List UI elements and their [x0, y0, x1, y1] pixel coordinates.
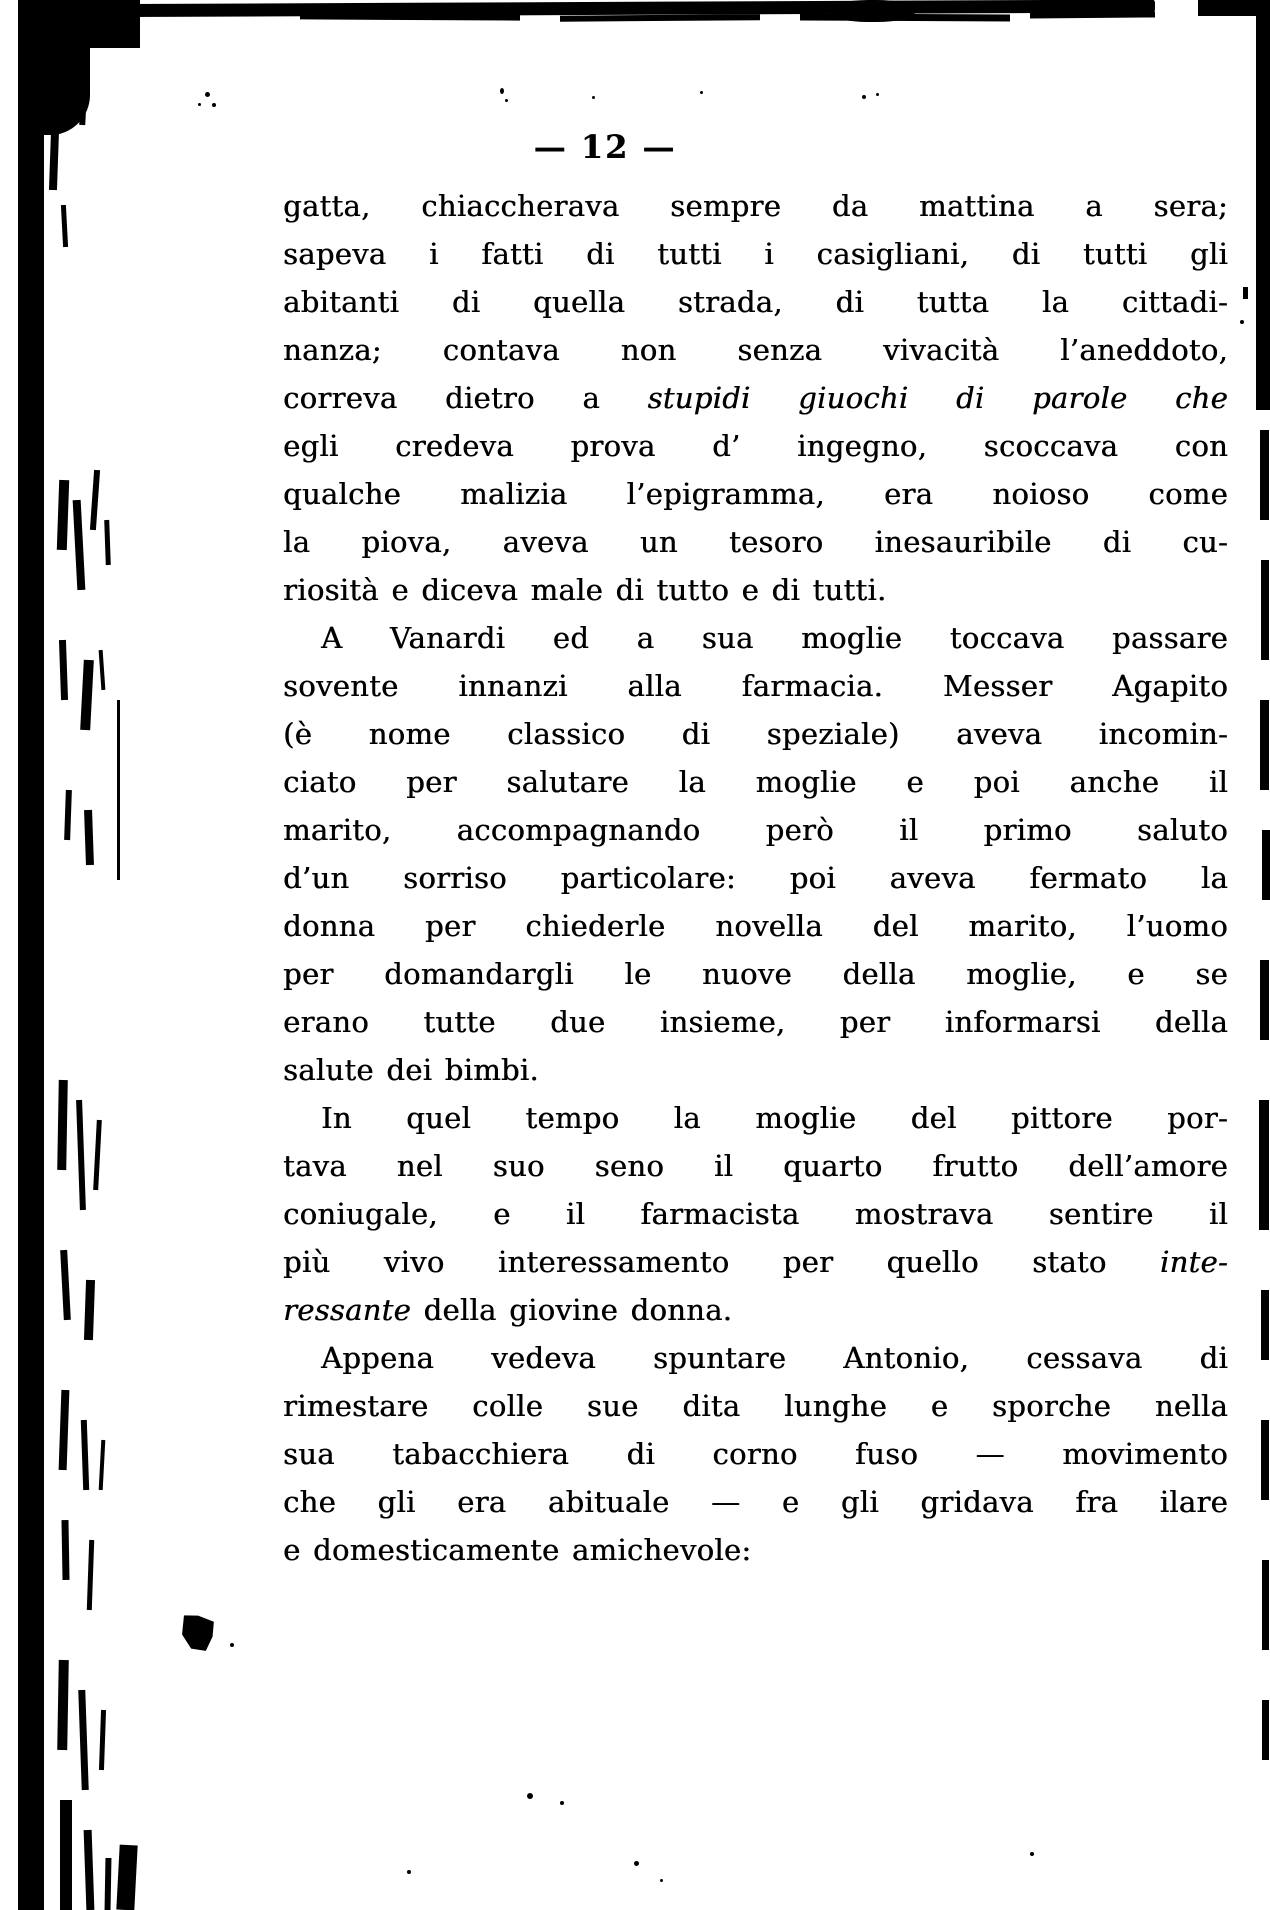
text-segment: ciato per salutare la moglie e poi anche il: [283, 765, 1228, 799]
text-segment: marito, accompagnando però il primo saluto: [283, 813, 1228, 847]
text-segment: qualche malizia l’epigramma, era noioso come: [283, 477, 1228, 511]
text-line: [283, 998, 1228, 1046]
page-number: — 12 —: [533, 128, 677, 166]
text-segment: della giovine donna.: [410, 1293, 733, 1327]
binding-streak: [64, 790, 72, 840]
ink-speck: [505, 99, 508, 102]
text-line: [283, 1190, 1228, 1238]
scan-artifact-top-edge: [1030, 11, 1155, 18]
text-segment: tava nel suo seno il quarto frutto dell’amore: [283, 1149, 1228, 1183]
text-segment: A Vanardi ed a sua moglie toccava passare: [321, 621, 1228, 655]
text-line: [283, 950, 1228, 998]
text-line: [283, 758, 1228, 806]
ink-speck: [230, 1643, 234, 1647]
text-line: [283, 1430, 1228, 1478]
text-segment: In quel tempo la moglie del pittore por-: [321, 1101, 1228, 1135]
text-segment: d’un sorriso particolare: poi aveva fermato la: [283, 861, 1228, 895]
ink-speck: [212, 103, 216, 107]
text-line: [283, 1478, 1228, 1526]
text-segment: donna per chiederle novella del marito, l’uomo: [283, 909, 1228, 943]
scan-artifact-right-edge: [1261, 1290, 1269, 1360]
binding-streak: [57, 480, 69, 550]
text-line: [283, 614, 1228, 662]
text-line: [283, 1142, 1228, 1190]
scan-artifact-right-edge: [1260, 430, 1269, 520]
text-segment: abitanti di quella strada, di tutta la cittadi-: [283, 285, 1228, 319]
text-line: [283, 854, 1228, 902]
text-segment: (è nome classico di speziale) aveva incomin-: [283, 717, 1228, 751]
binding-streak: [81, 1420, 89, 1490]
scan-artifact-right-edge: [1262, 830, 1270, 900]
binding-streak: [99, 1440, 106, 1490]
scan-artifact-right-edge: [1260, 960, 1269, 1040]
text-segment: erano tutte due insieme, per informarsi della: [283, 1005, 1228, 1039]
text-segment: gatta, chiaccherava sempre da mattina a sera;: [283, 189, 1228, 223]
text-segment: coniugale, e il farmacista mostrava sentire il: [283, 1197, 1228, 1231]
text-line: [283, 518, 1228, 566]
paragraph: [283, 182, 1228, 614]
ink-speck: [862, 95, 866, 99]
binding-streak: [84, 810, 94, 865]
binding-streak: [99, 650, 106, 690]
binding-streak: [116, 1845, 137, 1910]
text-segment: rimestare colle sue dita lunghe e sporche nella: [283, 1389, 1228, 1423]
scan-artifact-right-edge: [1262, 1700, 1269, 1760]
text-line: [283, 1046, 1228, 1094]
text-segment: la piova, aveva un tesoro inesauribile di cu-: [283, 525, 1228, 559]
text-segment: sovente innanzi alla farmacia. Messer Agapito: [283, 669, 1228, 703]
ink-speck: [700, 91, 703, 94]
text-line: [283, 1526, 1228, 1574]
binding-streak: [76, 1100, 86, 1210]
binding-streak: [105, 1858, 112, 1910]
ink-speck: [500, 88, 504, 94]
binding-bar-left: [18, 0, 44, 1910]
scan-artifact-top-blob: [830, 0, 915, 22]
binding-streak: [84, 1280, 95, 1340]
italic-text-segment: stupidi giuochi di parole che: [647, 381, 1228, 415]
binding-streak: [93, 1120, 102, 1190]
ink-speck: [560, 1801, 564, 1805]
text-line: [283, 710, 1228, 758]
binding-streak: [117, 700, 120, 880]
binding-streak: [60, 1800, 72, 1910]
text-line: [283, 662, 1228, 710]
text-line: [283, 806, 1228, 854]
binding-streak: [78, 1690, 88, 1790]
ink-speck: [407, 1870, 411, 1874]
text-segment: sua tabacchiera di corno fuso — movimento: [283, 1437, 1228, 1471]
binding-streak: [59, 1390, 70, 1470]
page-body: [283, 182, 1228, 1574]
binding-streak: [49, 130, 59, 190]
scan-artifact-right-edge: [1256, 0, 1270, 410]
scan-artifact-right-edge: [1262, 1560, 1269, 1650]
ink-speck: [1243, 287, 1248, 299]
italic-text-segment: inte-: [1159, 1245, 1228, 1279]
ink-scribble: [177, 1608, 220, 1655]
text-line: [283, 566, 1228, 614]
scan-artifact-right-edge: [1260, 700, 1269, 790]
text-line: [283, 470, 1228, 518]
text-segment: e domesticamente amichevole:: [283, 1533, 752, 1567]
text-line: [283, 374, 1228, 422]
text-line: [283, 1094, 1228, 1142]
binding-streak: [90, 470, 100, 530]
italic-text-segment: ressante: [283, 1293, 411, 1327]
ink-speck: [1030, 1852, 1034, 1856]
text-segment: salute dei bimbi.: [283, 1053, 539, 1087]
binding-streak: [73, 500, 86, 590]
text-line: [283, 326, 1228, 374]
paragraph: [283, 1334, 1228, 1574]
ink-speck: [634, 1861, 639, 1866]
binding-streak: [57, 1660, 69, 1750]
binding-streak: [87, 1540, 94, 1610]
binding-streak: [84, 1830, 95, 1910]
binding-streak: [104, 520, 111, 565]
scan-artifact-right-edge: [1259, 1100, 1269, 1230]
ink-speck: [592, 96, 595, 99]
scan-artifact-right-edge: [1261, 1420, 1269, 1500]
text-line: [283, 1334, 1228, 1382]
text-line: [283, 182, 1228, 230]
text-line: [283, 278, 1228, 326]
text-segment: più vivo interessamento per quello stato: [283, 1245, 1160, 1279]
binding-streak: [79, 95, 87, 125]
binding-streak: [99, 1710, 106, 1770]
ink-speck: [1240, 320, 1244, 324]
ink-speck: [876, 93, 879, 96]
text-segment: che gli era abituale — e gli gridava fra ilare: [283, 1485, 1228, 1519]
text-segment: nanza; contava non senza vivacità l’aneddoto,: [283, 333, 1228, 367]
scan-artifact-top-edge: [300, 13, 520, 20]
text-line: [283, 1382, 1228, 1430]
ink-speck: [527, 1793, 533, 1799]
text-segment: riosità e diceva male di tutto e di tutti.: [283, 573, 887, 607]
text-line: [283, 1238, 1228, 1286]
scan-artifact-top-edge: [560, 14, 760, 21]
text-segment: Appena vedeva spuntare Antonio, cessava di: [321, 1341, 1228, 1375]
binding-streak: [61, 1520, 69, 1580]
paragraph: [283, 1094, 1228, 1334]
text-line: [283, 1286, 1228, 1334]
binding-streak: [61, 205, 68, 247]
scan-artifact-right-edge: [1261, 560, 1269, 660]
ink-speck: [660, 1879, 663, 1882]
binding-streak: [60, 1250, 71, 1320]
text-line: [283, 422, 1228, 470]
text-segment: sapeva i fatti di tutti i casigliani, di tutti gli: [283, 237, 1228, 271]
paragraph: [283, 614, 1228, 1094]
binding-streak: [57, 1080, 68, 1170]
text-segment: egli credeva prova d’ ingegno, scoccava con: [283, 429, 1228, 463]
text-line: [283, 902, 1228, 950]
binding-streak: [80, 660, 94, 730]
ink-speck: [198, 103, 201, 106]
ink-speck: [205, 92, 210, 97]
binding-streak: [59, 640, 68, 700]
text-segment: per domandargli le nuove della moglie, e se: [283, 957, 1228, 991]
text-line: [283, 230, 1228, 278]
text-segment: correva dietro a: [283, 381, 648, 415]
